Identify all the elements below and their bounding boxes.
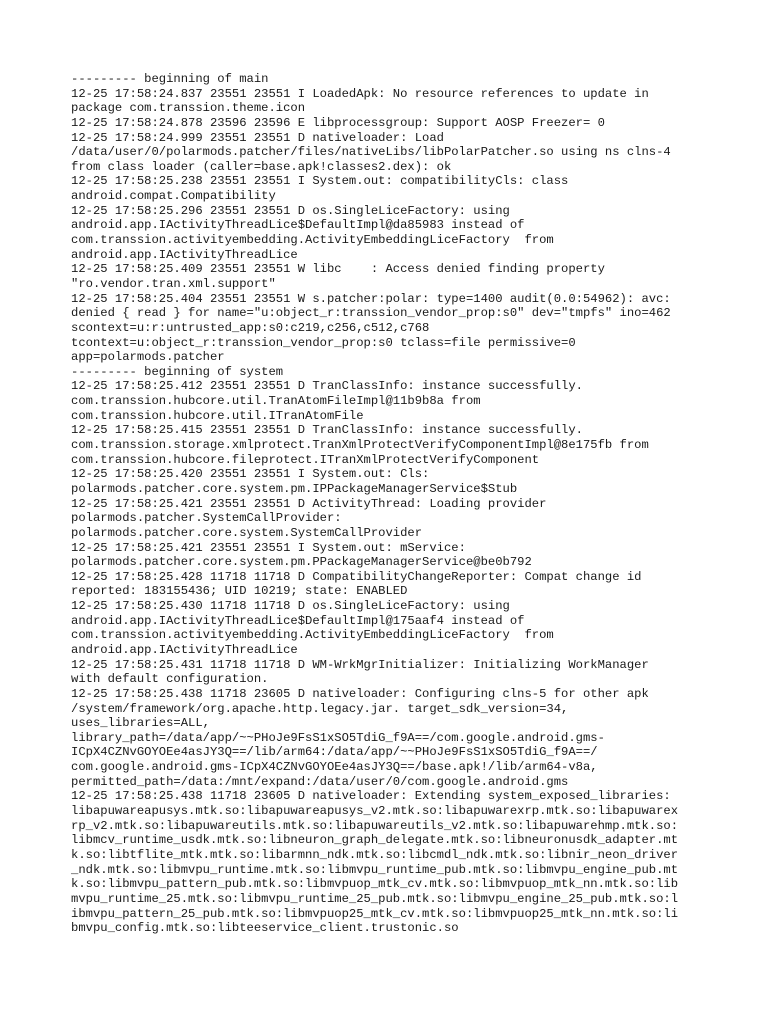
log-line: 12-25 17:58:25.421 23551 23551 I System.out: mService: xyxy=(71,540,466,555)
log-line: tcontext=u:object_r:transsion_vendor_prop:s0 tclass=file permissive=0 xyxy=(71,335,576,350)
log-document xyxy=(71,72,701,936)
log-line: ibmvpu_pattern_25_pub.mtk.so:libmvpuop25_mtk_cv.mtk.so:libmvpuop25_mtk_nn.mtk.so:li xyxy=(71,906,679,921)
log-line: package com.transsion.theme.icon xyxy=(71,101,306,116)
log-line: k.so:libtflite_mtk.mtk.so:libarmnn_ndk.mtk.so:libcmdl_ndk.mtk.so:libnir_neon_driver xyxy=(71,847,679,862)
log-line: com.transsion.hubcore.util.ITranAtomFile xyxy=(71,408,364,423)
log-line: scontext=u:r:untrusted_app:s0:c219,c256,c512,c768 xyxy=(71,320,430,335)
log-line: --------- beginning of main xyxy=(71,72,269,86)
log-line: libapuwareapusys.mtk.so:libapuwareapusys_v2.mtk.so:libapuwarexrp.mtk.so:libapuwarex xyxy=(71,804,679,819)
log-line: com.transsion.activityembedding.ActivityEmbeddingLiceFactory from xyxy=(71,233,554,248)
log-line: permitted_path=/data:/mnt/expand:/data/user/0/com.google.android.gms xyxy=(71,774,569,789)
log-line: bmvpu_config.mtk.so:libteeservice_client.trustonic.so xyxy=(71,921,459,936)
log-line: k.so:libmvpu_pattern_pub.mtk.so:libmvpuop_mtk_cv.mtk.so:libmvpuop_mtk_nn.mtk.so:lib xyxy=(71,877,679,892)
log-line: 12-25 17:58:25.415 23551 23551 D TranClassInfo: instance successfully. xyxy=(71,423,583,438)
log-line: 12-25 17:58:25.238 23551 23551 I System.out: compatibilityCls: class xyxy=(71,174,569,189)
log-line: rp_v2.mtk.so:libapuwareutils.mtk.so:libapuwareutils_v2.mtk.so:libapuwarehmp.mtk.so: xyxy=(71,818,679,833)
log-line: app=polarmods.patcher xyxy=(71,350,225,365)
log-line: --------- beginning of system xyxy=(71,364,284,379)
log-line: android.compat.Compatibility xyxy=(71,189,276,204)
log-line: polarmods.patcher.core.system.pm.PPackageManagerService@be0b792 xyxy=(71,555,532,570)
log-line: 12-25 17:58:25.421 23551 23551 D ActivityThread: Loading provider xyxy=(71,496,547,511)
log-line: com.transsion.hubcore.util.TranAtomFileImpl@11b9b8a from xyxy=(71,394,481,409)
log-line: /system/framework/org.apache.http.legacy.jar. target_sdk_version=34, xyxy=(71,701,569,716)
log-line: libmcv_runtime_usdk.mtk.so:libneuron_graph_delegate.mtk.so:libneuronusdk_adapter.mt xyxy=(71,833,679,848)
log-line: from class loader (caller=base.apk!classes2.dex): ok xyxy=(71,159,452,174)
log-line: 12-25 17:58:24.837 23551 23551 I LoadedApk: No resource references to update in xyxy=(71,86,649,101)
log-line: android.app.IActivityThreadLice$DefaultImpl@175aaf4 instead of xyxy=(71,613,525,628)
log-line: android.app.IActivityThreadLice xyxy=(71,642,298,657)
log-line: com.google.android.gms-ICpX4CZNvGOYOEe4asJY3Q==/base.apk!/lib/arm64-v8a, xyxy=(71,760,598,775)
log-line: 12-25 17:58:25.409 23551 23551 W libc : Access denied finding property xyxy=(71,262,605,277)
log-line: android.app.IActivityThreadLice$DefaultImpl@da85983 instead of xyxy=(71,218,525,233)
log-line: with default configuration. xyxy=(71,672,269,687)
log-line: com.transsion.activityembedding.ActivityEmbeddingLiceFactory from xyxy=(71,628,554,643)
log-line: android.app.IActivityThreadLice xyxy=(71,247,298,262)
log-line: 12-25 17:58:25.420 23551 23551 I System.out: Cls: xyxy=(71,467,430,482)
log-line: 12-25 17:58:24.999 23551 23551 D nativeloader: Load xyxy=(71,130,444,145)
log-line: 12-25 17:58:25.412 23551 23551 D TranClassInfo: instance successfully. xyxy=(71,379,583,394)
log-line: reported: 183155436; UID 10219; state: ENABLED xyxy=(71,584,408,599)
log-line: polarmods.patcher.core.system.SystemCallProvider xyxy=(71,525,423,540)
log-line: 12-25 17:58:25.404 23551 23551 W s.patcher:polar: type=1400 audit(0.0:54962): avc: xyxy=(71,291,671,306)
log-line: polarmods.patcher.core.system.pm.IPPackageManagerService$Stub xyxy=(71,481,518,496)
log-line: 12-25 17:58:25.438 11718 23605 D nativeloader: Extending system_exposed_libraries: xyxy=(71,789,671,804)
log-line: com.transsion.storage.xmlprotect.TranXmlProtectVerifyComponentImpl@8e175fb from xyxy=(71,438,649,453)
log-line: library_path=/data/app/~~PHoJe9FsS1xSO5TdiG_f9A==/com.google.android.gms- xyxy=(71,730,605,745)
log-line: 12-25 17:58:24.878 23596 23596 E libprocessgroup: Support AOSP Freezer= 0 xyxy=(71,115,605,130)
log-line: 12-25 17:58:25.430 11718 11718 D os.SingleLiceFactory: using xyxy=(71,599,510,614)
log-line: com.transsion.hubcore.fileprotect.ITranXmlProtectVerifyComponent xyxy=(71,452,540,467)
log-line: 12-25 17:58:25.438 11718 23605 D nativeloader: Configuring clns-5 for other apk xyxy=(71,686,649,701)
log-line: _ndk.mtk.so:libmvpu_runtime.mtk.so:libmvpu_runtime_pub.mtk.so:libmvpu_engine_pub.mt xyxy=(71,862,679,877)
log-line: 12-25 17:58:25.428 11718 11718 D CompatibilityChangeReporter: Compat change id xyxy=(71,569,642,584)
log-line: polarmods.patcher.SystemCallProvider: xyxy=(71,511,342,526)
log-line: uses_libraries=ALL, xyxy=(71,716,210,731)
log-line: ICpX4CZNvGOYOEe4asJY3Q==/lib/arm64:/data/app/~~PHoJe9FsS1xSO5TdiG_f9A==/ xyxy=(71,745,598,760)
log-line: mvpu_runtime_25.mtk.so:libmvpu_runtime_25_pub.mtk.so:libmvpu_engine_25_pub.mtk.so:l xyxy=(71,891,679,906)
log-line: /data/user/0/polarmods.patcher/files/nativeLibs/libPolarPatcher.so using ns clns-4 xyxy=(71,145,671,160)
log-line: denied { read } for name="u:object_r:transsion_vendor_prop:s0" dev="tmpfs" ino=462 xyxy=(71,306,671,321)
log-line: "ro.vendor.tran.xml.support" xyxy=(71,276,276,291)
log-line: 12-25 17:58:25.431 11718 11718 D WM-WrkMgrInitializer: Initializing WorkManager xyxy=(71,657,649,672)
log-line: 12-25 17:58:25.296 23551 23551 D os.SingleLiceFactory: using xyxy=(71,203,510,218)
